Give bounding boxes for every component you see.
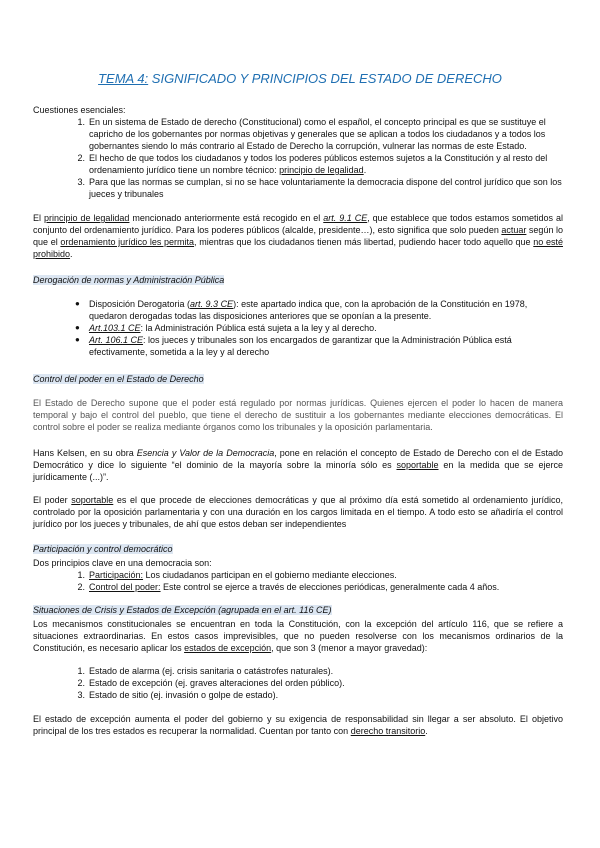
list-item: ● Disposición Derogatoria (art. 9.3 CE): este apartado indica que, con la aprobación de la Constitución en 1978, quedaron derogadas todas las disposiciones anteriores que se oponían a la presente. — [75, 299, 528, 321]
participacion-intro: Dos principios clave en una democracia son: — [33, 558, 212, 568]
list-item: 1. Estado de alarma (ej. crisis sanitaria o catástrofes naturales). — [77, 666, 334, 676]
title-lead: TEMA 4: — [98, 71, 149, 86]
cuestiones-heading: Cuestiones esenciales: — [33, 105, 126, 115]
crisis-paragraph-1: Los mecanismos constitucionales se encuentran en toda la Constitución, con la excepción del artículo 116, que se refiere a situaciones extraordinarias. En estos casos imprevisibles, que no pueden resolverse con los mecanismos ordinarios de la Constitución, es necesario aplicar los estados de excepción, que son 3 (menor a mayor gravedad): — [33, 619, 563, 653]
list-item: 2. Control del poder: Este control se ejerce a través de elecciones periódicas, generalmente cada 4 años. — [77, 582, 500, 592]
bullet-icon: ● — [75, 299, 80, 308]
derogacion-list — [75, 298, 562, 358]
list-item: 2. El hecho de que todos los ciudadanos y todos los poderes públicos estemos sujetos a la Constitución y al resto del ordenamiento jurídico tiene un nombre técnico: principio de legalidad. — [77, 153, 548, 175]
list-item: ● Art.103.1 CE: la Administración Pública está sujeta a la ley y al derecho. — [75, 323, 377, 333]
control-paragraph-1: El Estado de Derecho supone que el poder está regulado por normas jurídicas. Quienes ejercen el poder lo hacen de manera temporal y bajo el control del pueblo, que tiene el derecho de sustituir a los gobernantes mediante elecciones democráticas. El control sobre el poder se realiza mediante órganos como los tribunales y la oposición parlamentaria. — [33, 398, 563, 432]
list-item: 2. Estado de excepción (ej. graves alteraciones del orden público). — [77, 678, 345, 688]
list-item: 1. Participación: Los ciudadanos participan en el gobierno mediante elecciones. — [77, 570, 397, 580]
list-item: ● Art. 106.1 CE: los jueces y tribunales son los encargados de garantizar que la Administración Pública está efectivamente, sometida a la ley y al derecho — [75, 335, 512, 357]
list-item: 1. En un sistema de Estado de derecho (Constitucional) como el español, el concepto principal es que se sustituye el capricho de los gobernantes por normas objetivas y generales que se aplican a todos los ciudadanos y a todos los gobernantes siendo lo más contrario al Estado de Derecho la corrupción, vulnerar las normas de este Estado. — [77, 117, 546, 151]
list-item: 3. Para que las normas se cumplan, si no se hace voluntariamente la democracia dispone del control jurídico que son los jueces y tribunales — [77, 177, 562, 199]
soportable-paragraph: El poder soportable es el que procede de elecciones democráticas y que al próximo día está sometido al ordenamiento jurídico, controlado por la oposición parlamentaria y con una duración en los cargos limitada en el tiempo. A todo esto se añadiría el control jurídico por los jueces y tribunales, de ahí que estos deban ser independientes — [33, 495, 563, 529]
bullet-icon: ● — [75, 323, 80, 332]
list-item: 3. Estado de sitio (ej. invasión o golpe de estado). — [77, 690, 279, 700]
derogacion-heading: Derogación de normas y Administración Pública — [33, 275, 225, 285]
crisis-heading: Situaciones de Crisis y Estados de Excepción (agrupada en el art. 116 CE) — [33, 605, 332, 615]
participacion-list — [77, 569, 562, 593]
title-rest: SIGNIFICADO Y PRINCIPIOS DEL ESTADO DE DERECHO — [148, 71, 502, 86]
crisis-paragraph-2: El estado de excepción aumenta el poder del gobierno y su exigencia de responsabilidad sin llegar a ser absoluto. El objetivo principal de los tres estados es recuperar la normalidad. Cuentan por tanto con derecho transitorio. — [33, 714, 563, 736]
kelsen-paragraph: Hans Kelsen, en su obra Esencia y Valor de la Democracia, pone en relación el concepto de Estado de Derecho con el de Estado Democrático y dice lo siguiente “el dominio de la mayoría sobre la minoría sólo es soportable en la medida que se ejerce jurídicamente (...)”. — [33, 448, 563, 482]
estados-list — [77, 665, 562, 701]
term-legalidad: principio de legalidad — [279, 165, 364, 175]
page-title — [0, 71, 600, 86]
bullet-icon: ● — [75, 335, 80, 344]
legalidad-paragraph: El principio de legalidad mencionado anteriormente está recogido en el art. 9.1 CE, que establece que todos estamos sometidos al conjunto del ordenamiento jurídico. Para los poderes públicos (alcalde, presidente…), esto significa que solo pueden actuar según lo que el ordenamiento jurídico les permita, mientras que los ciudadanos tienen más libertad, pudiendo hacer todo aquello que no esté prohibido. — [33, 213, 564, 259]
control-heading: Control del poder en el Estado de Derecho — [33, 374, 204, 384]
participacion-heading: Participación y control democrático — [33, 544, 173, 554]
cuestiones-list — [77, 116, 562, 200]
